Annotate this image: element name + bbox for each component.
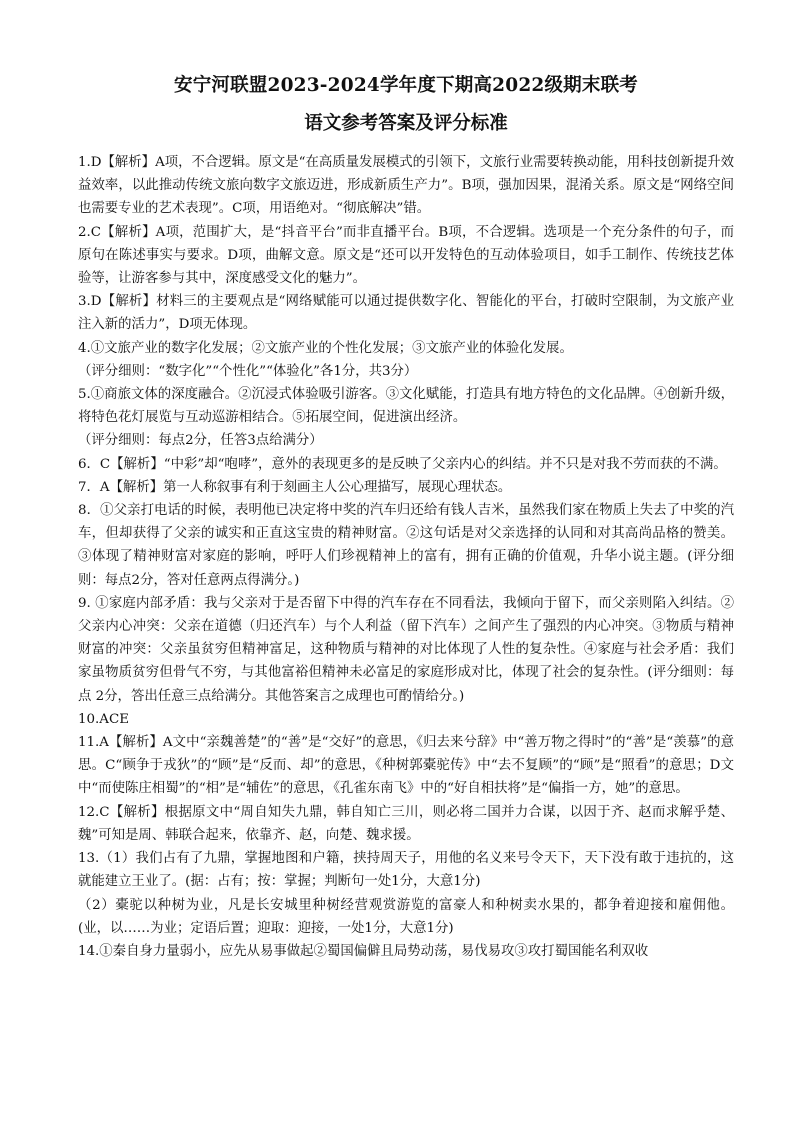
document-title: 安宁河联盟2023-2024学年度下期高2022级期末联考: [174, 75, 638, 96]
answer-item-7: 7．A【解析】第一人称叙事有利于刻画主人公心理描写，展现心理状态。: [78, 479, 512, 495]
answer-item-12: 12.C【解析】根据原文中“周自知失九鼎，韩自知亡三川，则必将二国并力合谋，以因于齐、赵而求解乎楚、魏”可知是周、韩联合起来，依靠齐、赵，向楚、魏求援。: [78, 804, 734, 843]
answer-list: [78, 151, 734, 963]
answer-item-8: 8．①父亲打电话的时候，表明他已决定将中奖的汽车归还给有钱人吉米，虽然我们家在物质上失去了中奖的汽车，但却获得了父亲的诚实和正直这宝贵的精神财富。②这句话是对父亲选择的认同和对其高尚品格的赞美。③体现了精神财富对家庭的影响，呼吁人们珍视精神上的富有，拥有正确的价值观，升华小说主题。(评分细则：每点2分，答对任意两点得满分。): [78, 503, 734, 588]
answer-item-11: 11.A【解析】A文中“亲魏善楚”的“善”是“交好”的意思，《归去来兮辞》中“善万物之得时”的“善”是“羡慕”的意思。C“顾争于戎狄”的“顾”是“反而、却”的意思，《种树郭橐驼传》中“去不复顾”的“顾”是“照看”的意思；D文中“而使陈庄相蜀”的“相”是“辅佐”的意思，《孔雀东南飞》中的“好自相扶将”是“偏指一方，她”的意思。: [78, 735, 734, 797]
answer-item-9: 9. ①家庭内部矛盾：我与父亲对于是否留下中得的汽车存在不同看法，我倾向于留下，而父亲则陷入纠结。② 父亲内心冲突：父亲在道德（归还汽车）与个人利益（留下汽车）之间产生了强烈的内心冲突。③物质与精神财富的冲突：父亲虽贫穷但精神富足，这种物质与精神的对比体现了人性的复杂性。④家庭与社会矛盾：我们家虽物质贫穷但骨气不穷，与其他富裕但精神未必富足的家庭形成对比，体现了社会的复杂性。(评分细则：每点 2分，答出任意三点给满分。其他答案言之成理也可酌情给分。): [78, 595, 734, 704]
answer-item-6: 6．C【解析】“中彩”却“咆哮”，意外的表现更多的是反映了父亲内心的纠结。并不只是对我不劳而获的不满。: [78, 456, 727, 472]
answer-item-1: 1.D【解析】A项，不合逻辑。原文是“在高质量发展模式的引领下，文旅行业需要转换动能，用科技创新提升效益效率，以此推动传统文旅向数字文旅迈进，形成新质生产力”。B项，强加因果，混淆关系。原文是“网络空间也需要专业的艺术表现”。C项，用语绝对。“彻底解决”错。: [78, 155, 734, 217]
scoring-note-4: （评分细则：“数字化”“个性化”“体验化”各1分，共3分）: [78, 363, 418, 379]
answer-item-2: 2.C【解析】A项，范围扩大，是“抖音平台”而非直播平台。B项，不合逻辑。选项是一个充分条件的句子，而原句在陈述事实与要求。D项，曲解文意。原文是“还可以开发特色的互动体验项目，如手工制作、传统技艺体验等，让游客参与其中，深度感受文化的魅力”。: [78, 224, 734, 287]
answer-item-3: 3.D【解析】材料三的主要观点是“网络赋能可以通过提供数字化、智能化的平台，打破时空限制，为文旅产业注入新的活力”，D项无体现。: [78, 294, 734, 333]
answer-item-13-2: （2）橐驼以种树为业，凡是长安城里种树经营观赏游览的富豪人和种树卖水果的，都争着迎接和雇佣他。(业，以……为业；定语后置；迎取：迎接，一处1分，大意1分): [78, 897, 734, 936]
document-subtitle: 语文参考答案及评分标准: [304, 113, 508, 134]
scoring-note-5: （评分细则：每点2分，任答3点给满分）: [78, 433, 323, 449]
answer-item-13-1: 13.（1）我们占有了九鼎，掌握地图和户籍，挟持周天子，用他的名义来号令天下，天下没有敢于违抗的，这就能建立王业了。(据：占有；按：掌握；判断句一处1分，大意1分): [78, 851, 734, 890]
answer-item-4: 4.①文旅产业的数字化发展；②文旅产业的个性化发展；③文旅产业的体验化发展。: [78, 340, 573, 356]
answer-item-5: 5.①商旅文体的深度融合。②沉浸式体验吸引游客。③文化赋能，打造具有地方特色的文化品牌。④创新升级，将特色花灯展览与互动巡游相结合。⑤拓展空间，促进演出经济。: [78, 387, 734, 426]
answer-item-14: 14.①秦自身力量弱小，应先从易事做起②蜀国偏僻且局势动荡，易伐易攻③攻打蜀国能名利双收: [78, 943, 649, 959]
answer-item-10: 10.ACE: [78, 711, 129, 727]
